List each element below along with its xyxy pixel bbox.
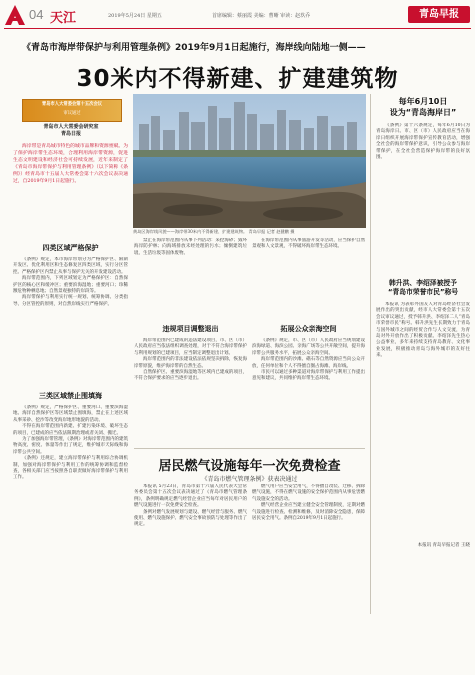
haian-day-title: 每年6月10日 设为“青岛海岸日” bbox=[389, 97, 457, 117]
bottom-story-rule bbox=[134, 448, 365, 449]
right-column-divider bbox=[370, 94, 371, 614]
badge-line1: 青岛市人大常委会第十五次会议 bbox=[41, 102, 103, 107]
right-column bbox=[376, 94, 470, 548]
congress-session-badge bbox=[22, 99, 122, 122]
bottom-story-title: 居民燃气设施每年一次免费检查 bbox=[158, 459, 341, 474]
bottom-story-body-left: 本报讯 5月23日，青岛市第十六届人民代表大会常务委员会第十五次会议表决通过了《青岛市燃气管理条例》，条例明确规定燃气经营企业应当每年对居民用户的燃气设施进行一次免费安全检查。 条例对燃气发展规划与建设、燃气经营与服务、燃气使用、燃气设施保护、燃气安全事故预防与处理等作出了规定。 bbox=[134, 484, 247, 528]
badge-line2: 审议通过 bbox=[63, 111, 81, 116]
editor-credits: 首席编辑：蔡丽霞 美编：曹晰 审读：赵玖乔 bbox=[212, 13, 311, 19]
section-title-no-reclamation: 三类区域禁止围填海 bbox=[39, 392, 102, 400]
bottom-story-subtitle: 《青岛市燃气管理条例》获表决通过 bbox=[201, 476, 298, 483]
honorary-citizens-body: 本报讯 为表彰外国友人对青岛经济社会发展作出的突出贡献，经市人大常委会第十五次会议审议通过，授予韩升洪、李绍泽二人“青岛市荣誉市民”称号。韩升洪先生长期致力于青岛与国外城市之间的经贸合作与人文交流，为青岛对外开放作出了积极贡献。李绍泽先生热心公益事业，多年来持续支持青岛教育、文化事业发展，积极推动青岛与海外城市的友好往来。 bbox=[376, 302, 470, 359]
lead-text: 海岸带是青岛城市特色的城市品牌和资源禀赋。为了保护海岸带生态环境，合理利用海岸带资源，促进生态文明建设和经济社会可持续发展，近年来制定了《青岛市海岸带保护与利用管理条例》（以下简称《条例》）经青岛市十五届人大常委会第十六次会议表决通过，自2019年9月1日起施行。 bbox=[13, 144, 128, 184]
headline-kicker: 《青岛市海岸带保护与利用管理条例》2019年9月1日起施行，海岸线向陆地一侧—— bbox=[22, 43, 366, 53]
column-2 bbox=[134, 238, 247, 448]
col1-section1-body: 《条例》规定，本市海岸带划分为严格保护区、限制开发区、优化利用区和生态修复区四类区域，实行分区管控。严格保护区内禁止从事与保护无关的开发建设活动。 海岸带范围内，下列区域划定为严格保护区：自然保护区的核心区和缓冲区；重要滨海湿地；重要河口；珍稀濒危物种栖息地；自然景观独特的岸段等。 海岸带保护与利用实行统一规划、统筹协调、分类指导、分区管控的原则，对自然岸线实行严格保护。 bbox=[13, 257, 128, 307]
section-logo-icon bbox=[4, 4, 26, 26]
coastline-photo bbox=[133, 94, 366, 228]
lead-byline: 青岛市人大常委会研究室 青岛日报 bbox=[43, 124, 99, 137]
headline-main: 30米内不得新建、扩建建筑物 bbox=[76, 66, 399, 92]
col3-lead-body: 在海岸带范围内从事旅游开发等活动，应当保护自然景观和人文景观，不得破坏海岸带生态环境。 bbox=[252, 238, 365, 250]
newspaper-logo bbox=[408, 6, 470, 23]
right-column-credit: 本报讯 青岛早报记者 王晓 bbox=[417, 543, 470, 548]
header-rule bbox=[4, 28, 471, 29]
page-number: 04 bbox=[29, 7, 44, 22]
photo-caption: 黄岛区海岸线风貌——海岸带30米内不得新建、扩建建筑物。 青岛早报 记者 赵健鹏 摄 bbox=[133, 229, 295, 234]
column-1 bbox=[13, 240, 128, 675]
page-header bbox=[0, 0, 475, 30]
section-title-violations-exit: 违规项目调整退出 bbox=[162, 325, 219, 333]
col1-section2-body: 《条例》规定，严格保护区、重要河口、重要滨海湿地、海洋自然保护区等区域禁止围填海，禁止在上述区域从事采砂、挖沙等改变海岸地形地貌的活动。 不得在海岸带范围内新建、扩建污染环境、破坏生态的项目，已建成的应当依法限期治理或者关闭、搬迁。 为了加强海岸带管理，《条例》对海岸带范围内的建筑物高度、密度、体量等作出了规定，维护城市天际线和海岸带公共空间。 《条例》还规定，建立海岸带保护与利用综合协调机制，加强对海岸带保护与利用工作的统筹协调和监督检查，各相关部门应当按照各自职责做好海岸带保护与利用工作。 bbox=[13, 405, 128, 481]
section-title-public-access: 拓展公众亲海空间 bbox=[280, 325, 337, 333]
bottom-story-body-right: 燃气用户应当安全用气，不得擅自改装、迁移、拆除燃气设施，不得在燃气设施的安全保护范围内从事危害燃气设施安全的活动。 燃气经营企业应当建立健全安全管理制度，定期对燃气设施进行检查、检测和维修，及时消除安全隐患，保障居民安全用气。条例自2019年9月1日起施行。 bbox=[252, 484, 365, 522]
col2-section-body: 海岸带范围内已建成的违法建设项目，市、区（市）人民政府应当依法组织调查处理，对于不符合海岸带保护与利用规划的已建项目，应当制定调整退出计划。 海岸带范围内的非法建设依法依规坚决拆除，恢复海岸带原貌，维护海岸带的自然生态。 自然保护区、重要滨海湿地等区域内已建成的项目，不符合保护要求的应当逐步退出。 bbox=[134, 338, 247, 382]
issue-date: 2019年5月24日 星期五 bbox=[108, 13, 162, 19]
newspaper-logo-text: 青岛早报 bbox=[419, 9, 459, 20]
section-name: 天江 bbox=[50, 11, 77, 26]
section-title-strict-protection: 四类区域严格保护 bbox=[42, 244, 99, 252]
honorary-citizens-title: 韩升洪、李绍泽被授予 “青岛市荣誉市民”称号 bbox=[387, 279, 459, 296]
haian-day-body: 《条例》第十六条规定，每年6月10日为青岛海岸日。市、区（市）人民政府应当在海岸日组织开展海岸带保护宣传教育活动，增强全社会的海岸带保护意识，引导公众参与海岸带保护，在全社会营造保护海岸带的良好氛围。 bbox=[376, 123, 470, 161]
column-3 bbox=[252, 238, 365, 448]
col2-lead-body: 禁止在海岸带范围内从事下列活动：采挖海砂；毁坏海岸防护林；向海域排放未经处理的污水；倾倒建筑垃圾、生活垃圾等固体废物。 bbox=[134, 238, 247, 256]
col3-section-body: 《条例》规定，市、区（市）人民政府应当规划建设滨海绿道、海滨公园、亲海广场等公共开敞空间，提升海岸带公共服务水平，拓展公众亲海空间。 海岸带范围内的沙滩、礁石等自然资源应当向公众开放，任何单位和个人不得擅自圈占海滩、海岸线。 市民可以通过多种渠道对海岸带保护与利用工作提出意见和建议，共同维护海岸带生态环境。 bbox=[252, 338, 365, 382]
